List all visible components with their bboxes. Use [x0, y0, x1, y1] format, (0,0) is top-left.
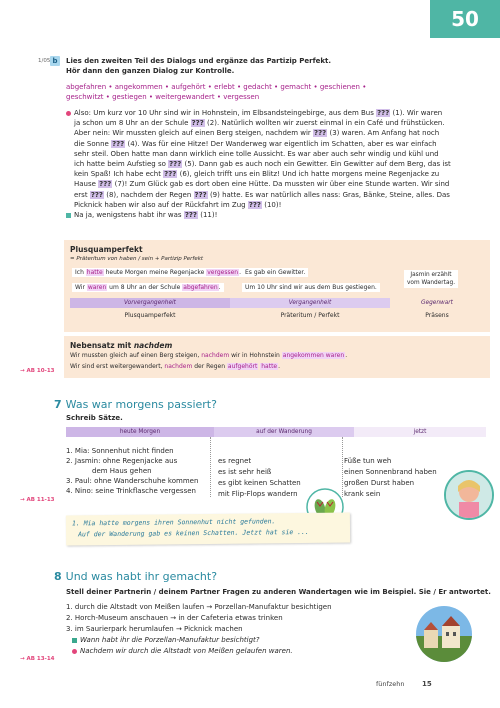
nachdem-title: Nebensatz mit nachdem [70, 341, 173, 350]
grammar-example-3: Es gab ein Gewitter. [242, 268, 308, 277]
speaker-square-icon [66, 213, 71, 218]
example-answer-note: 1. Mia hatte morgens ihren Sonnenhut nicht gefunden. Auf der Wanderung gab es keinen Schatten. Jetzt hat sie ... [66, 513, 350, 546]
grammar-title: Plusquamperfekt [70, 245, 143, 254]
page-tab-number: 50 [451, 7, 479, 31]
nachdem-example-2: Wir sind erst weitergewandert, nachdem der Regen aufgehört hatte. [70, 363, 281, 370]
tense-label-1: Plusquamperfekt [124, 312, 176, 319]
footer-page-word: fünfzehn [376, 680, 405, 688]
nachdem-example-1: Wir mussten gleich auf einen Berg steigen, nachdem wir in Hohnstein angekommen waren. [70, 352, 348, 359]
answer-gap[interactable]: ??? [99, 180, 112, 189]
grammar-box-plusquamperfekt [64, 240, 490, 332]
answer-gap[interactable]: ??? [184, 211, 197, 220]
tense-label-2: Präteritum / Perfekt [280, 312, 340, 319]
ex7-instruction: Schreib Sätze. [66, 414, 123, 422]
meissen-photo [416, 606, 472, 662]
ex8-items: 1. durch die Altstadt von Meißen laufen → Porzellan-Manufaktur besichtigen 2. Horch-Museum anschauen → in der Cafeteria etwas trinken 3. im Saurierpark herumlaufen → Picknick machen Wann habt ihr die Porzellan-Manufaktur besichtigt? Nachdem wir durch die Altstadt von Meißen gelaufen waren. [66, 603, 332, 655]
answer-gap[interactable]: ??? [191, 119, 204, 128]
answer-gap[interactable]: ??? [90, 190, 103, 199]
speaker-dot-icon [72, 649, 77, 654]
answer-gap[interactable]: ??? [112, 139, 125, 148]
answer-gap[interactable]: ??? [377, 109, 390, 117]
audio-track-label: 1/05 [38, 58, 51, 64]
speaker-square-icon [72, 638, 77, 643]
answer-gap[interactable]: ??? [194, 190, 207, 199]
girl-sunburn-photo [444, 470, 494, 520]
answer-gap[interactable]: ??? [314, 129, 327, 138]
answer-gap[interactable]: ??? [169, 160, 182, 169]
ex7-heading: 7 Was war morgens passiert? [54, 398, 217, 411]
ex7-timeline-3: jetzt [354, 427, 486, 437]
ex8-heading: 8 Und was habt ihr gemacht? [54, 570, 218, 583]
workbook-ref-3[interactable]: → AB 13-14 [20, 656, 55, 662]
workbook-ref-1[interactable]: → AB 10-13 [20, 368, 55, 374]
grammar-box-nachdem [64, 336, 490, 378]
page-tab [430, 0, 500, 38]
speaker-dot-icon [66, 111, 71, 116]
timeline-bar [70, 298, 484, 308]
grammar-example-1: Ich hatte heute Morgen meine Regenjacke vergessen. [72, 268, 244, 277]
exercise-letter-badge: b [50, 56, 60, 66]
timeline-segment-2: Vergangenheit [230, 298, 390, 308]
grammar-formula: = Präteritum von haben / sein + Partizip Perfekt [70, 256, 204, 262]
grammar-example-5: Jasmin erzählt vom Wandertag. [404, 270, 458, 288]
grammar-example-4: Um 10 Uhr sind wir aus dem Bus gestiegen. [242, 283, 380, 292]
ex7-timeline-1: heute Morgen [66, 427, 214, 437]
ex7-timeline-2: auf der Wanderung [214, 427, 354, 437]
ex8-instruction: Stell deiner Partnerin / deinem Partner Fragen zu anderen Wandertagen wie im Beispiel. Sie / Er antwortet. [66, 588, 491, 596]
workbook-ref-2[interactable]: → AB 11-13 [20, 497, 55, 503]
tense-label-3: Präsens [425, 312, 449, 319]
timeline-segment-3: Gegenwart [390, 298, 484, 308]
ex7-column-now: Füße tun weh einen Sonnenbrand haben großen Durst haben krank sein [344, 457, 437, 498]
ex6b-instructions: Lies den zweiten Teil des Dialogs und ergänze das Partizip Perfekt. Hör dann den ganzen Dialog zur Kontrolle. [66, 57, 332, 76]
grammar-example-2: Wir waren um 8 Uhr an der Schule abgefahren. [72, 283, 224, 292]
ex7-timeline [66, 427, 486, 437]
ex6b-dialog-text: Also: Um kurz vor 10 Uhr sind wir in Hohnstein, im Elbsandsteingebirge, aus dem Bus ??? (1). Wir waren ja schon um 8 Uhr an der Schule ??? (2). Natürlich wollten wir zuerst einmal in ein Café und frühstücken. Aber nein: Wir mussten gleich auf einen Berg steigen, nachdem wir ??? (3) waren. Am Anfang hat noch die Sonne ??? (4). Was für eine Hitze! Der Wanderweg war eigentlich im Schatten, aber es war einfach sehr steil. Oben hatte man dann wirklich eine tolle Aussicht. Es war aber auch sehr windig und kühl und ich hatte beim Aufstieg so ??? (5). Dann gab es auch noch ein Gewitter. Ein Gewitter auf dem Berg, das ist kein Spaß! Ich habe echt ??? (6), gleich trifft uns ein Blitz! Und ich hatte morgens meine Regenjacke zu Hause ??? (7)! Zum Glück gab es dort oben eine Hütte. Da mussten wir über eine Stunde warten. Wir sind erst ??? (8), nachdem der Regen ??? (9) hatte. Es war natürlich alles nass: Gras, Bänke, Steine, alles. Das Picknick haben wir also auf der Rückfahrt im Zug ??? (10)! Na ja, wenigstens habt ihr was ??? (11)! [66, 108, 490, 220]
ex7-column-morning: 1. Mia: Sonnenhut nicht finden 2. Jasmin: ohne Regenjacke aus dem Haus gehen 3. Paul: ohne Wanderschuhe kommen 4. Nino: seine Trinkflasche vergessen [66, 447, 199, 495]
timeline-segment-1: Vorvergangenheit [70, 298, 230, 308]
answer-gap[interactable]: ??? [164, 170, 177, 179]
ex7-column-hike: es regnet es ist sehr heiß es gibt keinen Schatten mit Flip-Flops wandern [218, 457, 301, 498]
ex6b-word-bank: abgefahren • angekommen • aufgehört • erlebt • gedacht • gemacht • geschienen • geschwitzt • gestiegen • weitergewandert • vergessen [66, 83, 367, 102]
answer-gap[interactable]: ??? [248, 200, 261, 209]
footer-page-number: 15 [422, 680, 432, 688]
